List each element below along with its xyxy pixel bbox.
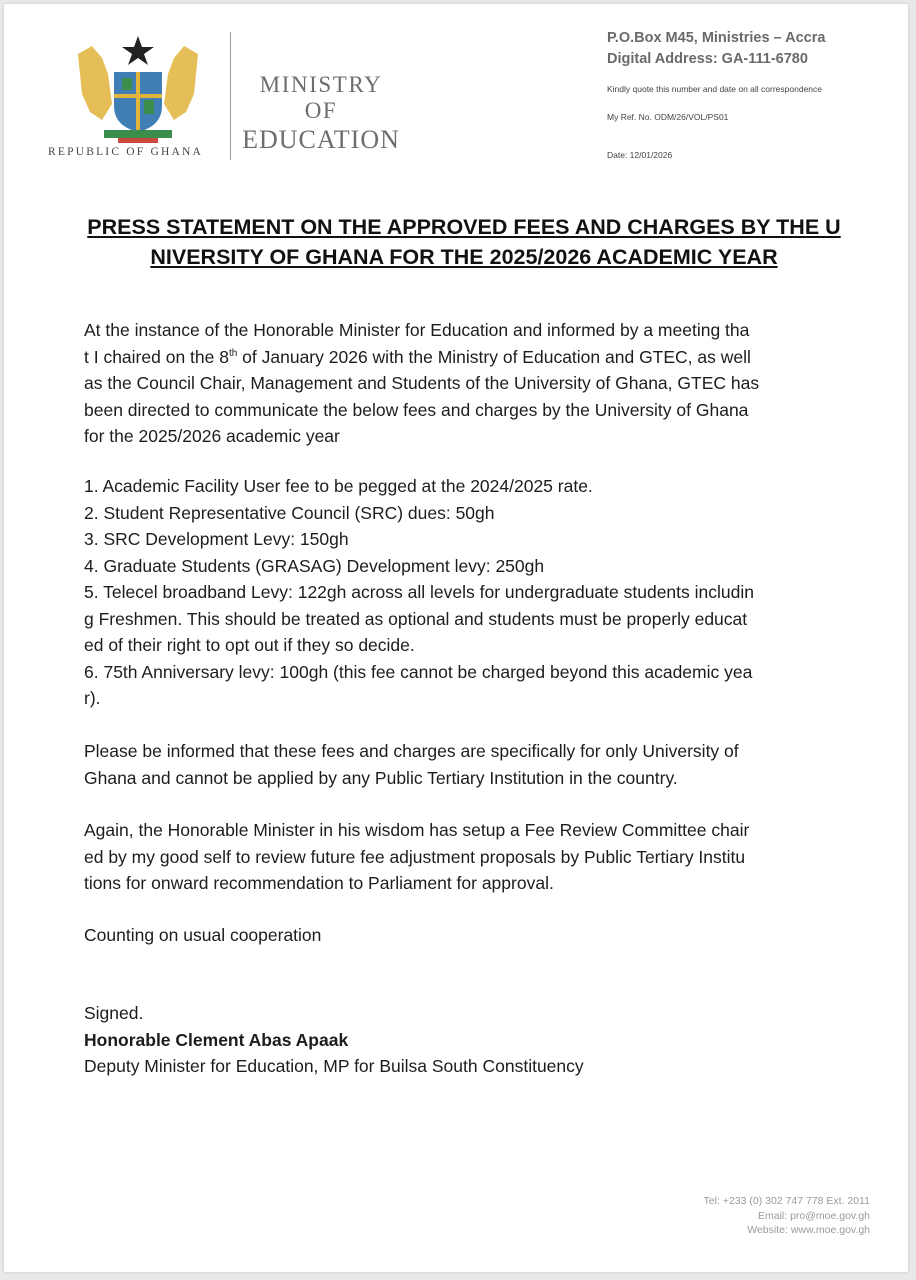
reference-number: My Ref. No. ODM/26/VOL/PS01 [607, 112, 729, 122]
letter-page [4, 4, 908, 1272]
list-item: 4. Graduate Students (GRASAG) Development levy: 250gh [84, 555, 545, 576]
closing-paragraph [84, 922, 884, 949]
press-statement-title [64, 212, 864, 272]
paragraph-line: Again, the Honorable Minister in his wisdom has setup a Fee Review Committee chair [84, 820, 750, 840]
signatory-position: Deputy Minister for Education, MP for Builsa South Constituency [84, 1056, 584, 1076]
list-item: 1. Academic Facility User fee to be pegged at the 2024/2025 rate. [84, 476, 593, 496]
footer-tel: Tel: +233 (0) 302 747 778 Ext. 2011 [703, 1195, 870, 1207]
title-line-2: NIVERSITY OF GHANA FOR THE 2025/2026 ACADEMIC YEAR [150, 245, 778, 269]
ministry-name [236, 72, 406, 155]
footer-website: Website: www.moe.gov.gh [747, 1224, 870, 1236]
title-line-1: PRESS STATEMENT ON THE APPROVED FEES AND CHARGES BY THE U [87, 215, 841, 239]
list-item: r). [84, 688, 101, 708]
contact-footer [704, 1194, 870, 1238]
superscript: th [228, 347, 238, 359]
letter-date: Date: 12/01/2026 [607, 150, 673, 160]
paragraph-line: as the Council Chair, Management and Students of the University of Ghana, GTEC has [84, 373, 760, 393]
paragraph-line: Counting on usual cooperation [84, 925, 322, 945]
list-item: 2. Student Representative Council (SRC) dues: 50gh [84, 502, 495, 523]
quote-note: Kindly quote this number and date on all correspondence [607, 84, 823, 94]
text-span: of January 2026 with the Ministry of Education and GTEC, as well [237, 346, 751, 367]
paragraph-line: for the 2025/2026 academic year [84, 426, 340, 446]
committee-paragraph [84, 817, 884, 897]
ministry-line-3: EDUCATION [242, 124, 400, 154]
signed-label: Signed. [84, 1003, 144, 1023]
paragraph-line: Please be informed that these fees and charges are specifically for only University of [84, 741, 739, 761]
list-item: 6. 75th Anniversary levy: 100gh (this fee cannot be charged beyond this academic yea [84, 661, 753, 682]
paragraph-line: been directed to communicate the below fees and charges by the University of Ghana [84, 399, 749, 420]
signature-block [84, 1000, 884, 1080]
fees-list [84, 473, 884, 712]
republic-label: REPUBLIC OF GHANA [48, 146, 203, 158]
footer-email: Email: pro@moe.gov.gh [757, 1209, 870, 1222]
paragraph-line: ed by my good self to review future fee adjustment proposals by Public Tertiary Institu [84, 846, 746, 867]
digital-address: Digital Address: GA-111-6780 [607, 51, 808, 67]
paragraph-line: At the instance of the Honorable Minister for Education and informed by a meeting tha [84, 320, 750, 340]
paragraph-line: tions for onward recommendation to Parliament for approval. [84, 873, 554, 893]
ministry-line-1: MINISTRY [259, 72, 383, 97]
postal-address: P.O.Box M45, Ministries – Accra [607, 30, 826, 46]
address-block [607, 28, 825, 160]
header-divider [230, 32, 231, 160]
coat-of-arms-icon [68, 34, 208, 146]
list-item: 5. Telecel broadband Levy: 122gh across all levels for undergraduate students includin [84, 582, 754, 602]
list-item: g Freshmen. This should be treated as optional and students must be properly educat [84, 608, 748, 629]
intro-paragraph [84, 317, 884, 450]
list-item: ed of their right to opt out if they so decide. [84, 635, 415, 655]
text-span: t I chaired on the 8 [84, 346, 229, 367]
list-item: 3. SRC Development Levy: 150gh [84, 529, 349, 549]
signatory-name: Honorable Clement Abas Apaak [84, 1029, 349, 1050]
paragraph-line: Ghana and cannot be applied by any Public Tertiary Institution in the country. [84, 767, 678, 788]
ministry-line-2: OF [304, 98, 338, 124]
scope-paragraph [84, 738, 884, 791]
paragraph-line [84, 344, 884, 371]
